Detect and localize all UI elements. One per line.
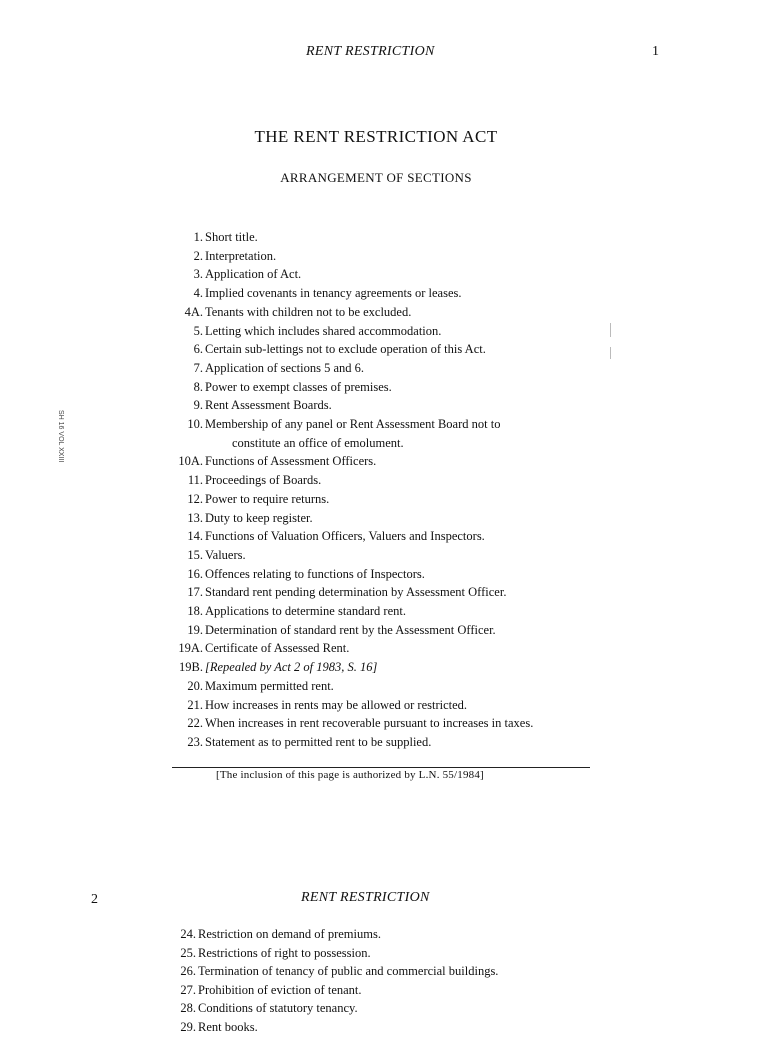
page-subtitle: ARRANGEMENT OF SECTIONS	[280, 170, 472, 185]
section-title: Proceedings of Boards.	[205, 473, 322, 488]
section-title: Duty to keep register.	[205, 510, 313, 525]
section-number: 25.	[180, 945, 196, 960]
side-margin-mark: SH 16 VOL XXIII	[57, 410, 64, 463]
section-title: Maximum permitted rent.	[205, 678, 334, 693]
section-number: 4A.	[184, 304, 203, 319]
section-entry	[151, 658, 768, 677]
page-header-2: RENT RESTRICTION	[301, 890, 430, 905]
section-title: Offences relating to functions of Inspectors.	[205, 566, 425, 581]
section-entry	[144, 962, 764, 981]
section-number: 21.	[187, 697, 203, 712]
section-entry	[151, 602, 768, 621]
section-title: Rent Assessment Boards.	[205, 398, 332, 413]
section-title: Termination of tenancy of public and commercial buildings.	[198, 964, 499, 978]
section-number: 16.	[187, 566, 203, 581]
section-title: Prohibition of eviction of tenant.	[198, 982, 362, 997]
section-title: Membership of any panel or Rent Assessment Board not to	[205, 417, 501, 431]
section-title: Rent books.	[198, 1019, 258, 1034]
section-entry	[144, 925, 764, 944]
section-title: Tenants with children not to be excluded.	[205, 304, 412, 319]
section-title: Standard rent pending determination by Assessment Officer.	[205, 585, 507, 600]
section-number: 13.	[187, 510, 203, 525]
section-title: Functions of Assessment Officers.	[205, 454, 377, 469]
section-entry	[151, 471, 768, 490]
section-number: 18.	[187, 604, 203, 618]
section-entry	[151, 621, 768, 640]
section-title: Conditions of statutory tenancy.	[198, 1001, 358, 1015]
section-number: 23.	[187, 734, 203, 749]
section-number: 6.	[193, 342, 203, 357]
section-title: Functions of Valuation Officers, Valuers and Inspectors.	[205, 529, 485, 544]
section-entry	[151, 527, 768, 546]
section-title: Certain sub-lettings not to exclude operation of this Act.	[205, 342, 486, 357]
section-number: 29.	[180, 1019, 196, 1034]
section-entry	[151, 696, 768, 715]
section-title: How increases in rents may be allowed or restricted.	[205, 697, 468, 712]
section-entry	[144, 944, 764, 963]
section-title: Restriction on demand of premiums.	[198, 927, 381, 941]
sections-list-2	[144, 925, 764, 1035]
section-entry	[151, 714, 768, 733]
footer-rule	[172, 767, 590, 768]
section-title: Application of sections 5 and 6.	[205, 360, 364, 375]
section-title: Power to require returns.	[205, 491, 330, 506]
section-title: Valuers.	[205, 547, 246, 562]
section-title: Applications to determine standard rent.	[205, 604, 406, 618]
section-entry	[144, 981, 764, 1000]
section-number: 17.	[187, 585, 203, 600]
section-entry	[151, 509, 768, 528]
section-entry	[151, 583, 768, 602]
section-title: Application of Act.	[205, 267, 302, 282]
section-number: 19A.	[178, 641, 203, 656]
section-title-continued: constitute an office of emolument.	[232, 436, 404, 450]
section-entry	[151, 284, 768, 303]
page-header: RENT RESTRICTION	[306, 44, 435, 59]
section-number: 7.	[193, 360, 203, 375]
section-entry	[144, 1018, 764, 1037]
section-title: Restrictions of right to possession.	[198, 945, 371, 960]
scan-speck	[610, 347, 611, 359]
section-entry	[151, 677, 768, 696]
page-number-2: 2	[91, 892, 98, 907]
section-number: 19.	[187, 622, 203, 637]
section-number: 11.	[187, 473, 203, 488]
section-number: 14.	[187, 529, 203, 544]
section-entry	[151, 452, 768, 471]
section-number: 27.	[180, 982, 196, 997]
section-entry	[151, 546, 768, 565]
section-number: 22.	[187, 716, 203, 731]
section-title: Certificate of Assessed Rent.	[205, 641, 350, 656]
section-number: 2.	[193, 248, 203, 263]
section-title: Implied covenants in tenancy agreements or leases.	[205, 286, 462, 301]
section-entry	[144, 999, 764, 1018]
sections-list	[151, 228, 768, 768]
section-entry	[151, 303, 768, 322]
authorization-note: [The inclusion of this page is authorized by L.N. 55/1984]	[216, 769, 484, 781]
section-entry	[151, 396, 768, 415]
section-number: 20.	[187, 678, 203, 693]
section-number: 28.	[180, 1001, 196, 1015]
section-entry	[151, 565, 768, 584]
section-entry	[151, 490, 768, 509]
section-title: Letting which includes shared accommodation.	[205, 323, 442, 338]
section-number: 10.	[187, 417, 203, 431]
section-entry	[151, 228, 768, 247]
section-number: 26.	[180, 964, 196, 978]
section-number: 15.	[187, 547, 203, 562]
page-title: THE RENT RESTRICTION ACT	[254, 127, 498, 146]
page-number: 1	[652, 44, 659, 59]
section-entry	[151, 247, 768, 266]
section-entry	[151, 378, 768, 397]
section-title: Short title.	[205, 230, 258, 244]
section-entry	[151, 359, 768, 378]
section-entry	[151, 265, 768, 284]
section-title: Power to exempt classes of premises.	[205, 379, 392, 394]
section-number: 8.	[193, 379, 203, 394]
section-number: 4.	[193, 286, 203, 301]
section-title: Statement as to permitted rent to be supplied.	[205, 734, 432, 749]
scan-speck	[610, 323, 611, 337]
section-title: Interpretation.	[205, 248, 277, 263]
section-title: [Repealed by Act 2 of 1983, S. 16]	[205, 660, 378, 675]
section-number: 1.	[193, 230, 203, 244]
section-number: 5.	[193, 323, 203, 338]
section-number: 19B.	[179, 660, 203, 675]
section-number: 12.	[187, 491, 203, 506]
section-number: 9.	[193, 398, 203, 413]
section-title: Determination of standard rent by the Assessment Officer.	[205, 622, 496, 637]
section-number: 24.	[180, 927, 196, 941]
section-title: When increases in rent recoverable pursuant to increases in taxes.	[205, 716, 534, 731]
section-entry	[151, 639, 768, 658]
section-entry	[151, 340, 768, 359]
section-entry	[151, 322, 768, 341]
section-entry	[151, 415, 768, 450]
section-number: 10A.	[178, 454, 203, 469]
section-number: 3.	[193, 267, 203, 282]
section-entry	[151, 733, 768, 752]
